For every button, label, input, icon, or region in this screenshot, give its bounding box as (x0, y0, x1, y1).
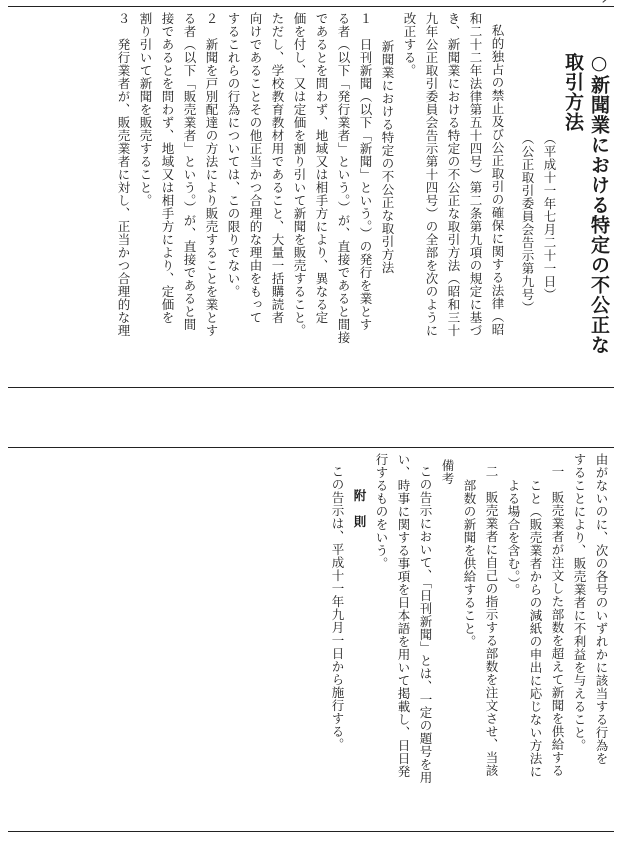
item-1-line: １ 日刊新聞（以下「新聞」という。）の発行を業とす (358, 12, 373, 331)
remarks-label: 備考 (440, 459, 455, 485)
item-1-line: であるとを問わず、地域又は相手方により、異なる定 (314, 12, 329, 324)
subitem-2-line: 部数の新聞を供給すること。 (462, 479, 477, 648)
item-3-cont-line: することにより、販売業者に不利益を与えること。 (572, 453, 587, 752)
item-2-line: 接であるとを問わず、地域又は相手方により、定価を (160, 12, 175, 324)
upper-section (12, 12, 612, 382)
item-1-line: ただし、学校教育教材用であること、大量一括購読者 (270, 12, 285, 324)
item-1-line: 向けであることその他正当かつ合理的な理由をもって (248, 12, 263, 324)
subtitle: 新聞業における特定の不公正な取引方法 (380, 40, 395, 274)
item-2-line: ２ 新聞を戸別配達の方法により販売することを業とす (204, 12, 219, 337)
item-2-line: る者（以下「販売業者」という。）が、直接であると間 (182, 12, 197, 331)
title-line-2: 取引方法 (562, 52, 584, 132)
top-rule (8, 6, 614, 7)
item-3-line: ３ 発行業者が、販売業者に対し、正当かつ合理的な理 (116, 12, 131, 337)
lower-top-rule (8, 447, 614, 448)
preamble-line: 和二十二年法律第五十四号）第二条第九項の規定に基づ (468, 12, 483, 337)
corner-mark (602, 0, 607, 3)
lower-section (12, 453, 612, 825)
remarks-line: 行するものをいう。 (374, 453, 389, 570)
preamble-line: き、新聞業における特定の不公正な取引方法（昭和三十 (446, 12, 461, 337)
item-1-line: る者（以下「発行業者」という。）が、直接であると間接 (336, 12, 351, 344)
preamble-line: 九年公正取引委員会告示第十四号）の全部を次のように (424, 12, 439, 337)
notice-date: （平成十一年七月二十一日） (542, 132, 557, 301)
subitem-2-line: 二 販売業者に自己の指示する部数を注文させ、当該 (484, 465, 499, 777)
subitem-1-line: こと（販売業者からの減紙の申出に応じない方法に (528, 479, 543, 778)
remarks-line: この告示において、「日刊新聞」とは、一定の題号を用 (418, 465, 433, 784)
middle-rule (8, 387, 614, 388)
bottom-rule (8, 831, 614, 832)
preamble-line: 改正する。 (402, 12, 417, 77)
preamble-line: 私的独占の禁止及び公正取引の確保に関する法律（昭 (490, 24, 505, 336)
supplement-label: 附 則 (352, 489, 367, 528)
item-1-line: するこれらの行為については、この限りでない。 (226, 12, 241, 298)
notice-number: （公正取引委員会告示第九号） (520, 132, 535, 314)
remarks-line: い、時事に関する事項を日本語を用いて掲載し、日日発 (396, 453, 411, 778)
item-1-line: 価を付し、又は定価を割り引いて新聞を販売すること。 (292, 12, 307, 337)
supplement-text: この告示は、平成十一年九月一日から施行する。 (330, 465, 345, 751)
subitem-1-line: 一 販売業者が注文した部数を超えて新聞を供給する (550, 465, 565, 777)
item-2-line: 割り引いて新聞を販売すること。 (138, 12, 153, 207)
subitem-1-line: よる場合を含む。）。 (506, 479, 521, 597)
item-3-cont-line: 由がないのに、次の各号のいずれかに該当する行為を (594, 453, 609, 765)
title-line-1: ○新聞業における特定の不公正な (588, 52, 610, 355)
